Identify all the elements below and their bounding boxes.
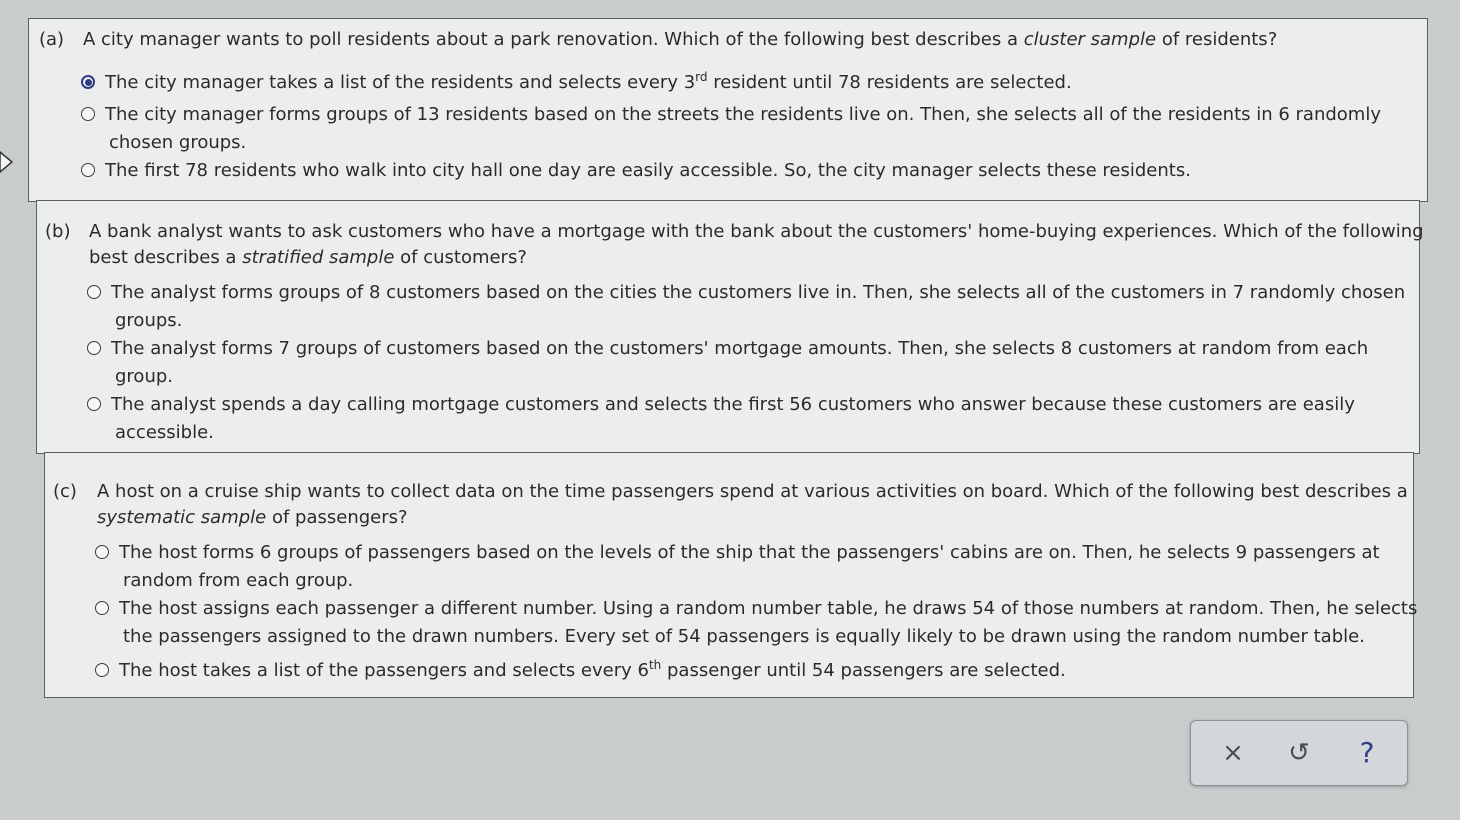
- help-icon: ?: [1359, 736, 1375, 769]
- clear-button[interactable]: [1213, 735, 1253, 771]
- question-b-panel: [36, 200, 1424, 454]
- question-b-term: stratified sample: [242, 247, 395, 268]
- answer-toolbar: [1190, 720, 1408, 786]
- question-a-prompt: (a) A city manager wants to poll residents about a park renovation. Which of the following best describes a cluster sample of residents?: [39, 27, 1277, 53]
- question-c-option-3[interactable]: The host takes a list of the passengers and selects every 6th passenger until 54 passengers are selected.: [95, 657, 1066, 685]
- question-c-prompt: (c) A host on a cruise ship wants to collect data on the time passengers spend at various activities on board. Which of the following best describes a systematic sample of passengers?: [53, 481, 1408, 528]
- radio-icon[interactable]: [87, 285, 101, 299]
- question-a-option-1[interactable]: The city manager takes a list of the residents and selects every 3rd resident until 78 residents are selected.: [81, 69, 1072, 97]
- question-a-option-2[interactable]: The city manager forms groups of 13 residents based on the streets the residents live on. Then, she selects all of the residents in 6 randomly chosen groups.: [81, 101, 1381, 157]
- radio-selected-icon[interactable]: [81, 75, 95, 89]
- radio-icon[interactable]: [81, 163, 95, 177]
- question-a-letter: (a): [39, 29, 65, 50]
- cursor-icon: [0, 150, 18, 174]
- question-b-option-2[interactable]: The analyst forms 7 groups of customers based on the customers' mortgage amounts. Then, she selects 8 customers at random from each group.: [87, 335, 1368, 391]
- undo-icon: ↺: [1288, 738, 1310, 768]
- question-c-option-1[interactable]: The host forms 6 groups of passengers based on the levels of the ship that the passengers' cabins are on. Then, he selects 9 passengers at random from each group.: [95, 539, 1380, 595]
- question-c-letter: (c): [53, 481, 77, 502]
- question-a-option-3[interactable]: The first 78 residents who walk into city hall one day are easily accessible. So, the city manager selects these residents.: [81, 157, 1191, 185]
- help-button[interactable]: [1347, 735, 1387, 771]
- radio-icon[interactable]: [81, 107, 95, 121]
- radio-icon[interactable]: [87, 397, 101, 411]
- question-b-letter: (b): [45, 221, 71, 242]
- close-icon: ×: [1222, 738, 1244, 768]
- question-b-prompt: (b) A bank analyst wants to ask customers who have a mortgage with the bank about the customers' home-buying experiences. Which of the following best describes a stratified sample of customers?: [45, 221, 1424, 268]
- question-c-option-2[interactable]: The host assigns each passenger a different number. Using a random number table, he draws 54 of those numbers at random. Then, he selects the passengers assigned to the drawn numbers. Every set of 54 passengers is equally likely to be drawn using the random number table.: [95, 595, 1417, 651]
- radio-icon[interactable]: [95, 663, 109, 677]
- radio-icon[interactable]: [95, 601, 109, 615]
- radio-icon[interactable]: [87, 341, 101, 355]
- undo-button[interactable]: [1279, 735, 1319, 771]
- question-b-option-3[interactable]: The analyst spends a day calling mortgage customers and selects the first 56 customers who answer because these customers are easily accessible.: [87, 391, 1355, 447]
- question-c-term: systematic sample: [97, 507, 267, 528]
- question-a-term: cluster sample: [1023, 29, 1157, 50]
- radio-icon[interactable]: [95, 545, 109, 559]
- question-a-panel: [28, 18, 1428, 202]
- question-c-panel: [44, 452, 1418, 698]
- question-b-option-1[interactable]: The analyst forms groups of 8 customers based on the cities the customers live in. Then, she selects all of the customers in 7 randomly chosen groups.: [87, 279, 1405, 335]
